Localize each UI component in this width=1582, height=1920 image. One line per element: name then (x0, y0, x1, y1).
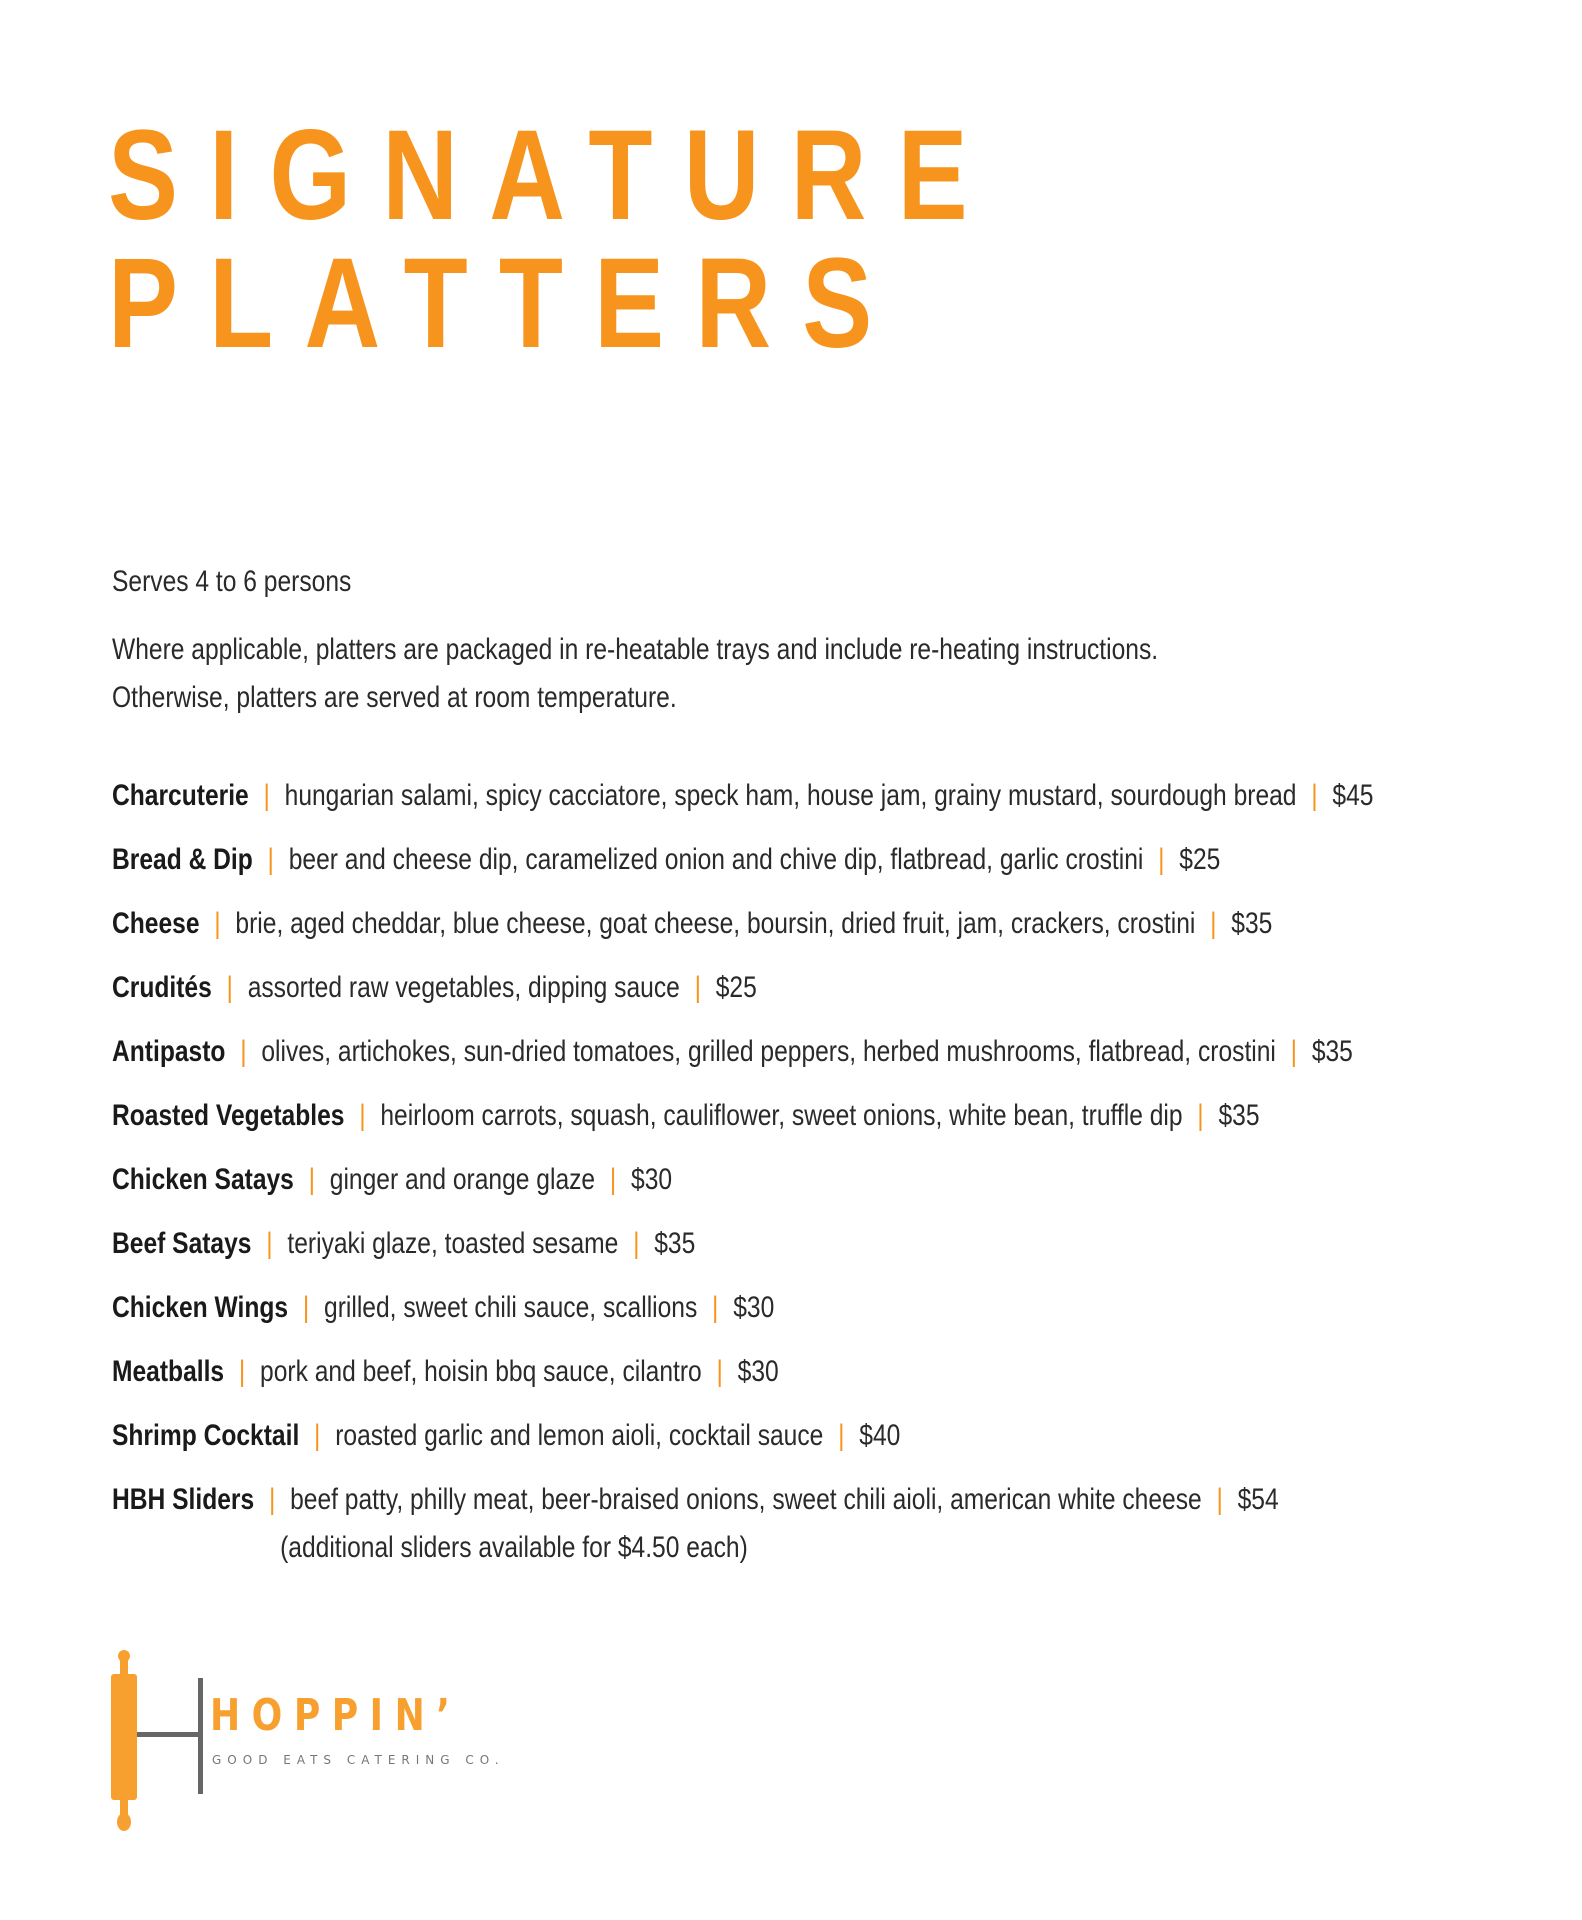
separator: | (263, 779, 270, 812)
separator: | (1290, 1035, 1298, 1068)
menu-item-antipasto (112, 1028, 1506, 1092)
separator: | (308, 1163, 316, 1196)
menu-item-roasted-vegetables (112, 1092, 1506, 1156)
separator: | (1158, 843, 1165, 876)
item-description: beer and cheese dip, caramelized onion and chive dip, flatbread, garlic crostini (288, 843, 1144, 876)
item-note: (additional sliders available for $4.50 each) (280, 1531, 748, 1564)
item-name: HBH Sliders (112, 1483, 255, 1516)
menu-item-chicken-wings (112, 1284, 1506, 1348)
platter-menu (112, 772, 1506, 1580)
item-price: $30 (733, 1291, 775, 1324)
separator: | (838, 1419, 845, 1452)
menu-item-shrimp-cocktail (112, 1412, 1506, 1476)
title-line-2: PLATTERS (108, 232, 904, 375)
item-description: heirloom carrots, squash, cauliflower, sweet onions, white bean, truffle dip (380, 1099, 1183, 1132)
separator: | (267, 843, 274, 876)
item-name: Beef Satays (112, 1227, 252, 1260)
separator: | (1216, 1483, 1223, 1516)
item-price: $40 (859, 1419, 901, 1452)
packaging-note-line-2: Otherwise, platters are served at room temperature. (112, 681, 677, 714)
separator: | (694, 971, 701, 1004)
item-name: Meatballs (112, 1355, 225, 1388)
item-description: pork and beef, hoisin bbq sauce, cilantro (260, 1355, 702, 1388)
separator: | (214, 907, 221, 940)
separator: | (1210, 907, 1217, 940)
item-price: $54 (1237, 1483, 1279, 1516)
menu-item-crudites (112, 964, 1506, 1028)
intro-text (112, 558, 1178, 722)
item-description: beef patty, philly meat, beer-braised onions, sweet chili aioli, american white cheese (290, 1483, 1202, 1516)
title-line-1: SIGNATURE (108, 104, 999, 247)
item-description: hungarian salami, spicy cacciatore, speck ham, house jam, grainy mustard, sourdough bread (284, 779, 1297, 812)
item-description: ginger and orange glaze (329, 1163, 596, 1196)
separator: | (633, 1227, 640, 1260)
separator: | (1311, 779, 1318, 812)
brand-tagline: GOOD EATS CATERING CO. (212, 1753, 505, 1767)
item-price: $25 (715, 971, 757, 1004)
separator: | (302, 1291, 310, 1324)
menu-item-meatballs (112, 1348, 1506, 1412)
item-description: teriyaki glaze, toasted sesame (287, 1227, 619, 1260)
item-name: Charcuterie (112, 779, 249, 812)
separator: | (268, 1483, 276, 1516)
separator: | (238, 1355, 246, 1388)
item-description: roasted garlic and lemon aioli, cocktail sauce (335, 1419, 824, 1452)
item-price: $30 (737, 1355, 779, 1388)
menu-item-beef-satays (112, 1220, 1506, 1284)
separator: | (716, 1355, 723, 1388)
item-name: Chicken Satays (112, 1163, 294, 1196)
item-name: Chicken Wings (112, 1291, 289, 1324)
separator: | (609, 1163, 617, 1196)
packaging-note-line-1: Where applicable, platters are packaged in re-heatable trays and include re-heating instructions. (112, 633, 1159, 666)
menu-item-charcuterie (112, 772, 1506, 836)
item-name: Roasted Vegetables (112, 1099, 345, 1132)
item-price: $30 (631, 1163, 673, 1196)
item-description: olives, artichokes, sun-dried tomatoes, grilled peppers, herbed mushrooms, flatbread, crostini (261, 1035, 1276, 1068)
rolling-pin-icon (108, 1648, 308, 1838)
item-name: Antipasto (112, 1035, 226, 1068)
hoppin-logo (108, 1648, 548, 1838)
item-description: assorted raw vegetables, dipping sauce (247, 971, 680, 1004)
item-name: Bread & Dip (112, 843, 253, 876)
separator: | (712, 1291, 719, 1324)
item-name: Crudités (112, 971, 212, 1004)
item-name: Shrimp Cocktail (112, 1419, 300, 1452)
separator: | (240, 1035, 247, 1068)
menu-item-bread-and-dip (112, 836, 1506, 900)
item-price: $35 (1311, 1035, 1353, 1068)
item-price: $35 (1218, 1099, 1260, 1132)
separator: | (226, 971, 233, 1004)
item-description: brie, aged cheddar, blue cheese, goat cheese, boursin, dried fruit, jam, crackers, crostini (235, 907, 1196, 940)
menu-item-chicken-satays (112, 1156, 1506, 1220)
menu-item-hbh-sliders (112, 1476, 1506, 1580)
item-price: $45 (1332, 779, 1374, 812)
separator: | (1197, 1099, 1204, 1132)
item-name: Cheese (112, 907, 200, 940)
item-price: $35 (654, 1227, 696, 1260)
page-title (108, 104, 999, 375)
separator: | (266, 1227, 273, 1260)
menu-item-cheese (112, 900, 1506, 964)
brand-name: HOPPIN’ (210, 1690, 462, 1741)
separator: | (314, 1419, 321, 1452)
item-price: $35 (1231, 907, 1273, 940)
serves-note: Serves 4 to 6 persons (112, 565, 352, 598)
item-price: $25 (1179, 843, 1221, 876)
separator: | (359, 1099, 366, 1132)
item-description: grilled, sweet chili sauce, scallions (324, 1291, 698, 1324)
